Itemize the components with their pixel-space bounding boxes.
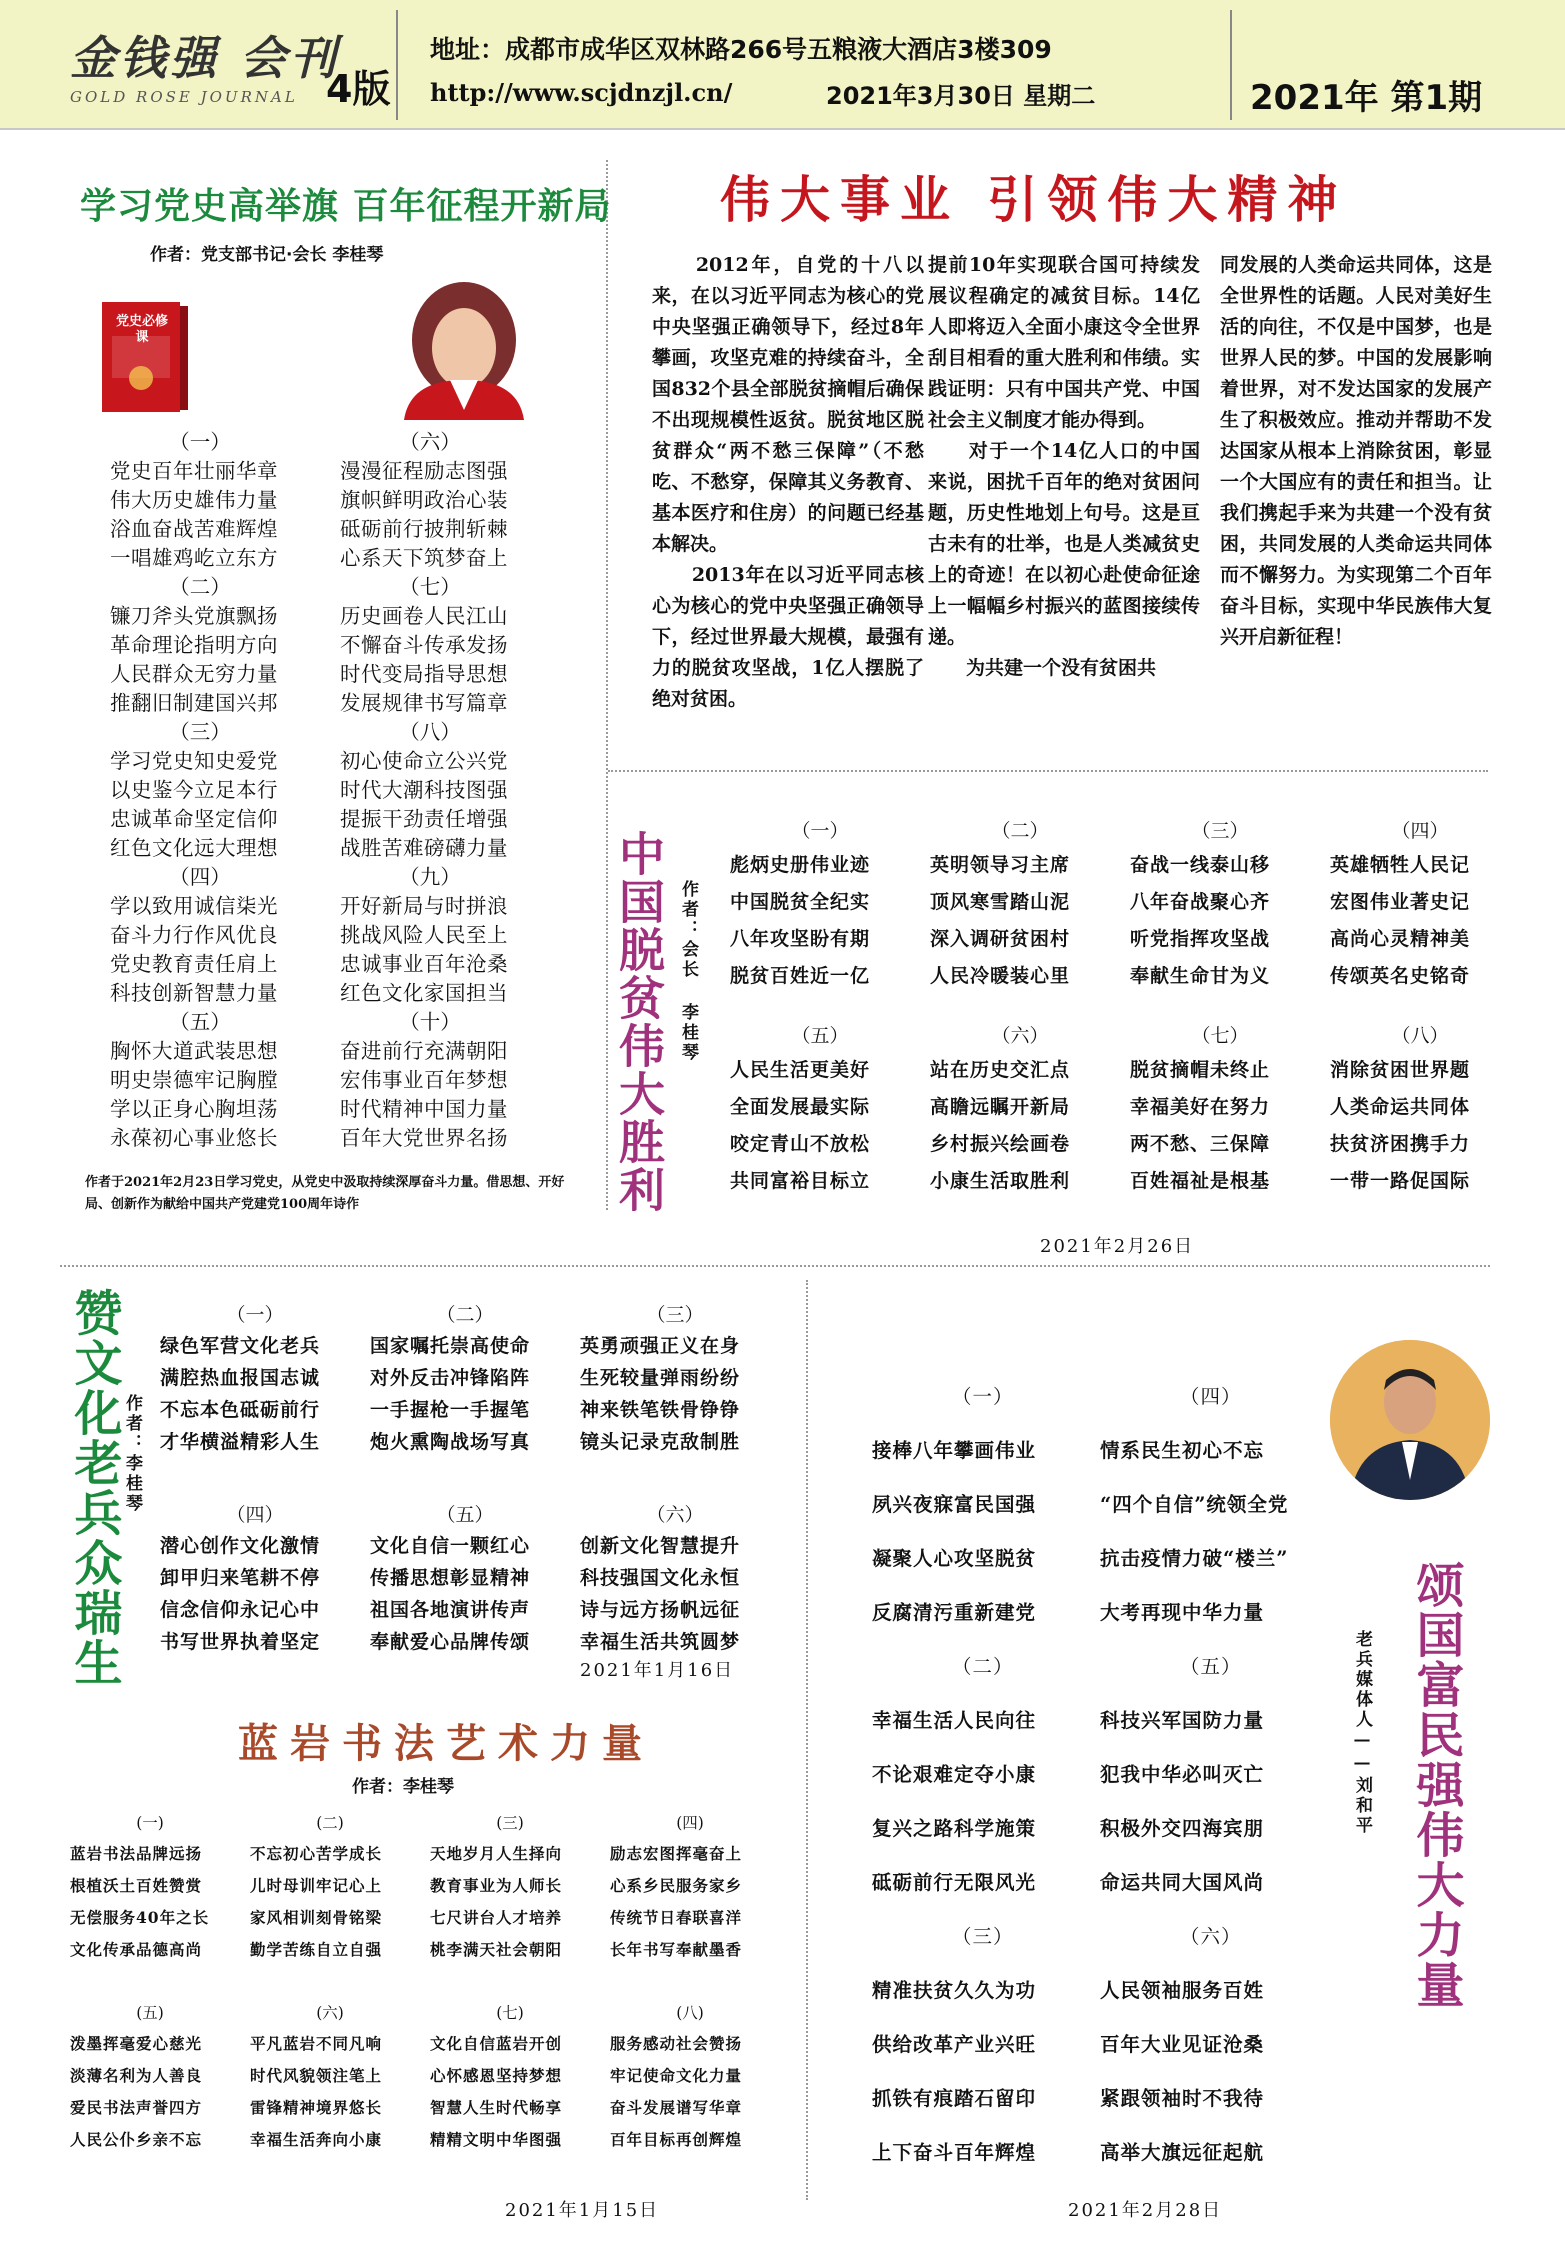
stanza-heading: （一） [169, 430, 231, 454]
stanza-heading: (七) [496, 2004, 524, 2022]
poem-line: 一唱雄鸡屹立东方 [110, 546, 278, 570]
poem-line: 扶贫济困携手力 [1330, 1133, 1471, 1155]
article2-column-3: 同发展的人类命运共同体，这是全世界性的话题。人民对美好生活的向往，不仅是中国梦，也是世界人民的梦。中国的发展影响着世界，对不发达国家的发展产生了积极效应。推动并帮助不发达国家从根本上消除贫困，彰显一个大国应有的责任和担当。让我们携起手来为共建一个没有贫困，共同发展的人类命运共同体而不懈努力。为实现第二个百年奋斗目标，实现中华民族伟大复兴开启新征程！ [1220, 254, 1492, 648]
stanza-heading: （七） [1191, 1025, 1249, 1047]
poem-line: 胸怀大道武装思想 [110, 1039, 278, 1063]
stanza-heading: （一） [952, 1385, 1014, 1408]
poem-line: 凝聚人心攻坚脱贫 [872, 1547, 1037, 1570]
stanza [250, 1998, 430, 2156]
poem-line: 两不愁、三保障 [1130, 1133, 1271, 1155]
header-address: 地址：成都市成华区双林路266号五粮液大酒店3楼309 [430, 35, 1052, 64]
poem-line: 浴血奋战苦难辉煌 [110, 517, 278, 541]
poem-line: 一带一路促国际 [1330, 1170, 1471, 1192]
poem-line: 泼墨挥毫爱心慈光 [70, 2034, 203, 2053]
poem-line: 桃李满天社会朝阳 [430, 1940, 563, 1959]
poem-line: 绿色军营文化老兵 [160, 1335, 321, 1357]
poem-line: 七尺讲台人才培养 [430, 1908, 563, 1927]
poem-line: 长年书写奉献墨香 [610, 1940, 743, 1959]
poem-line: 奋进前行充满朝阳 [340, 1039, 508, 1063]
article3-poem-grid [730, 815, 1540, 1215]
poem-line: 国家嘱托崇高使命 [370, 1335, 531, 1357]
poem-line: 奋斗发展谱写华章 [610, 2098, 743, 2117]
poem-line: 潜心创作文化激情 [160, 1535, 321, 1557]
stanza-heading: （八） [399, 720, 461, 744]
poem-line: 百年大业见证沧桑 [1100, 2033, 1265, 2056]
poem-line: 百年大党世界名扬 [340, 1126, 508, 1150]
stanza [250, 1808, 430, 1966]
poem-line: 高举大旗远征起航 [1100, 2141, 1265, 2164]
article4-byline: 作者：李桂琴 [122, 1394, 142, 1514]
section-divider [60, 1265, 1490, 1267]
poem-line: 供给改革产业兴旺 [872, 2033, 1037, 2056]
poem-line: 学以正身心胸坦荡 [110, 1097, 278, 1121]
poem-line: 砥砺前行披荆斩棘 [340, 517, 508, 541]
article5-date: 2021年1月15日 [505, 2200, 660, 2221]
stanza-heading: (二) [316, 1814, 344, 1832]
stanza-heading: （一） [226, 1304, 284, 1326]
poem-line: 挑战风险人民至上 [340, 923, 508, 947]
poem-line: 百年目标再创辉煌 [610, 2130, 743, 2149]
poem-line: 以史鉴今立足本行 [110, 778, 278, 802]
poem-line: 奋斗力行作风优良 [110, 923, 278, 947]
poem-line: 咬定青山不放松 [730, 1133, 871, 1155]
poem-line: 站在历史交汇点 [930, 1059, 1071, 1081]
poem-line: 大考再现中华力量 [1100, 1601, 1265, 1624]
poem-line: 复兴之路科学施策 [872, 1817, 1037, 1840]
poem-line: 服务感动社会赞扬 [610, 2034, 743, 2053]
article5-byline: 作者：李桂琴 [352, 1777, 454, 1797]
poem-line: 精精文明中华图强 [430, 2130, 563, 2149]
stanza [70, 1808, 250, 1966]
stanza [730, 1020, 930, 1200]
stanza [1330, 1020, 1530, 1200]
poem-line: 人民冷暖装心里 [930, 965, 1071, 987]
stanza-heading: （七） [399, 575, 461, 599]
article3-byline: 作者：会长 李桂琴 [678, 880, 698, 1063]
stanza [930, 1020, 1130, 1200]
poem-line: 八年攻坚盼有期 [730, 928, 871, 950]
article6-date: 2021年2月28日 [1068, 2200, 1223, 2221]
poem-line: 紧跟领袖时不我待 [1100, 2087, 1265, 2110]
journal-logo-subtitle: GOLD ROSE JOURNAL [70, 88, 298, 106]
poem-line: 不懈奋斗传承发扬 [340, 633, 508, 657]
poem-line: 积极外交四海宾朋 [1100, 1817, 1265, 1840]
poem-line: 红色文化家国担当 [340, 981, 508, 1005]
stanza-heading: (三) [496, 1814, 524, 1832]
stanza-heading: （三） [169, 720, 231, 744]
stanza [430, 1808, 610, 1966]
poem-line: 励志宏图挥毫奋上 [610, 1844, 743, 1863]
stanza-heading: （三） [1191, 820, 1249, 842]
poem-line: “四个自信”统领全党 [1100, 1493, 1289, 1516]
poem-line: 人民生活更美好 [730, 1059, 871, 1081]
poem-line: 百姓福祉是根基 [1130, 1170, 1271, 1192]
poem-line: 心系乡民服务家乡 [610, 1876, 743, 1895]
header-divider [396, 10, 398, 120]
stanza-heading: (八) [676, 2004, 704, 2022]
poem-line: 情系民生初心不忘 [1100, 1439, 1265, 1462]
article2-title: 伟大事业 引领伟大精神 [720, 171, 1348, 229]
article5-title: 蓝岩书法艺术力量 [238, 1721, 654, 1767]
poem-line: 高尚心灵精神美 [1330, 928, 1471, 950]
stanza [370, 1500, 580, 1658]
poem-line: 共同富裕目标立 [730, 1170, 871, 1192]
poem-line: 上下奋斗百年辉煌 [872, 2141, 1037, 2164]
poem-line: 淡薄名利为人善良 [70, 2066, 203, 2085]
poem-line: 文化自信蓝岩开创 [430, 2034, 563, 2053]
poem-line: 顶风寒雪踏山泥 [930, 891, 1071, 913]
stanza-heading: (五) [136, 2004, 164, 2022]
poem-line: 反腐清污重新建党 [872, 1601, 1037, 1624]
poem-line: 不忘本色砥砺前行 [160, 1399, 321, 1421]
poem-line: 命运共同大国风尚 [1100, 1871, 1265, 1894]
poem-line: 镜头记录克敌制胜 [580, 1431, 741, 1453]
poem-line: 科技创新智慧力量 [110, 981, 278, 1005]
poem-line: 英勇顽强正义在身 [580, 1335, 741, 1357]
stanza [580, 1300, 790, 1458]
poem-line: 宏图伟业著史记 [1330, 891, 1471, 913]
stanza [370, 1300, 580, 1458]
poem-line: 接棒八年攀画伟业 [872, 1439, 1037, 1462]
poem-line: 传统节日春联喜洋 [610, 1908, 743, 1927]
article6-title: 颂国富民强伟大力量 [1408, 1560, 1464, 2010]
poem-line: 人民群众无穷力量 [110, 662, 278, 686]
poem-line: 提振干劲责任增强 [340, 807, 508, 831]
poem-line: 人民公仆乡亲不忘 [70, 2130, 203, 2149]
poem-line: 时代大潮科技图强 [340, 778, 508, 802]
poem-line: 时代精神中国力量 [340, 1097, 508, 1121]
stanza [1130, 815, 1330, 995]
poem-line: 蓝岩书法品牌远扬 [70, 1844, 203, 1863]
poem-line: 小康生活取胜利 [930, 1170, 1071, 1192]
stanza-heading: （六） [646, 1504, 704, 1526]
poem-line: 心系天下筑梦奋上 [340, 546, 508, 570]
stanza-heading: （十） [399, 1010, 461, 1034]
poem-line: 党史百年壮丽华章 [110, 459, 278, 483]
column-divider [806, 1280, 808, 2200]
poem-line: 八年奋战聚心齐 [1130, 891, 1271, 913]
header-url[interactable]: http://www.scjdnzjl.cn/ [430, 78, 733, 107]
article5-poem-grid [70, 1808, 790, 2188]
poem-line: 祖国各地演讲传声 [370, 1599, 531, 1621]
poem-line: 消除贫困世界题 [1330, 1059, 1471, 1081]
poem-line: 英明领导习主席 [930, 854, 1071, 876]
poem-line: 明史崇德牢记胸膛 [110, 1068, 278, 1092]
poem-line: 文化传承品德高尚 [70, 1940, 203, 1959]
article4-date: 2021年1月16日 [580, 1660, 735, 1681]
stanza-heading: （五） [436, 1504, 494, 1526]
poem-line: 书写世界执着坚定 [160, 1631, 321, 1653]
article6-poem-right [1100, 1370, 1350, 2180]
stanza-heading: （一） [791, 820, 849, 842]
poem-line: 卸甲归来笔耕不停 [160, 1567, 321, 1589]
stanza-heading: （六） [991, 1025, 1049, 1047]
poem-line: 奉献生命甘为义 [1130, 965, 1271, 987]
poem-line: 革命理论指明方向 [110, 633, 278, 657]
poem-line: 神来铁笔铁骨铮铮 [580, 1399, 741, 1421]
poem-line: 平凡蓝岩不同凡响 [250, 2034, 383, 2053]
poem-line: 犯我中华必叫灭亡 [1100, 1763, 1265, 1786]
poem-line: 雷锋精神境界悠长 [250, 2098, 383, 2117]
article4-title: 赞文化老兵众瑞生 [66, 1288, 122, 1688]
poem-line: 历史画卷人民江山 [340, 604, 508, 628]
stanza [1130, 1020, 1330, 1200]
stanza-heading: （九） [399, 865, 461, 889]
stanza [930, 815, 1130, 995]
poem-line: 幸福美好在努力 [1130, 1096, 1271, 1118]
poem-line: 创新文化智慧提升 [580, 1535, 741, 1557]
article1-title: 学习党史高举旗 百年征程开新局 [80, 186, 612, 227]
poem-line: 高瞻远瞩开新局 [930, 1096, 1071, 1118]
poem-line: 时代变局指导思想 [340, 662, 508, 686]
section-divider [608, 770, 1488, 772]
poem-line: 科技强国文化永恒 [580, 1567, 741, 1589]
poem-line: 文化自信一颗红心 [370, 1535, 531, 1557]
article1-byline: 作者：党支部书记·会长 李桂琴 [150, 245, 384, 265]
poem-line: 不论艰难定夺小康 [872, 1763, 1037, 1786]
stanza-heading: (一) [136, 1814, 164, 1832]
poem-line: 忠诚革命坚定信仰 [110, 807, 278, 831]
poem-line: 彪炳史册伟业迹 [730, 854, 871, 876]
poem-line: 精准扶贫久久为功 [872, 1979, 1037, 2002]
stanza-heading: （二） [952, 1655, 1014, 1678]
poem-line: 党史教育责任肩上 [110, 952, 278, 976]
stanza-heading: （五） [1180, 1655, 1242, 1678]
poem-line: 初心使命立公兴党 [340, 749, 508, 773]
stanza-heading: (四) [676, 1814, 704, 1832]
poem-line: 深入调研贫困村 [930, 928, 1071, 950]
poem-line: 抓铁有痕踏石留印 [872, 2087, 1037, 2110]
poem-line: 时代风貌领注笔上 [250, 2066, 383, 2085]
stanza [160, 1300, 370, 1458]
poem-line: 根植沃土百姓赞赏 [70, 1876, 203, 1895]
poem-line: 幸福生活奔向小康 [250, 2130, 383, 2149]
author-portrait [400, 270, 528, 420]
stanza-heading: （二） [169, 575, 231, 599]
stanza-heading: （六） [1180, 1925, 1242, 1948]
poem-line: 学以致用诚信柒光 [110, 894, 278, 918]
poem-line: 炮火熏陶战场写真 [370, 1431, 531, 1453]
poem-line: 奉献爱心品牌传颂 [370, 1631, 531, 1653]
stanza [580, 1500, 790, 1658]
article4-poem-grid [160, 1300, 800, 1660]
edition-number: 4版 [326, 67, 391, 111]
poem-line: 脱贫摘帽未终止 [1130, 1059, 1271, 1081]
poem-line: 奋战一线泰山移 [1130, 854, 1271, 876]
poem-line: 信念信仰永记心中 [160, 1599, 321, 1621]
stanza [610, 1808, 790, 1966]
poem-line: 生死较量弹雨纷纷 [580, 1367, 741, 1389]
poem-line: 学习党史知史爱党 [110, 749, 278, 773]
stanza-heading: （三） [952, 1925, 1014, 1948]
stanza [1330, 815, 1530, 995]
poem-line: 教育事业为人师长 [430, 1876, 563, 1895]
article2-column-2: 提前10年实现联合国可持续发展议程确定的减贫目标。14亿人即将迈入全面小康这令全世界刮目相看的重大胜利和伟绩。实践证明：只有中国共产党、中国社会主义制度才能办得到。 对于一个14亿人口的中国来说，困扰千百年的绝对贫困问题，历史性地划上句号。这是亘古未有的壮举，也是人类减贫史上的奇迹！在以初心赴使命征途上一幅幅乡村振兴的蓝图接续传递。 为共建一个没有贫困共 [928, 254, 1200, 679]
poem-line: 满腔热血报国志诚 [160, 1367, 321, 1389]
poem-line: 儿时母训牢记心上 [250, 1876, 383, 1895]
book-title: 党史必修课 [115, 314, 168, 345]
poem-line: 一手握枪一手握笔 [370, 1399, 531, 1421]
poem-line: 天地岁月人生择向 [430, 1844, 563, 1863]
poem-line: 宏伟事业百年梦想 [340, 1068, 508, 1092]
poem-line: 无偿服务40年之长 [70, 1908, 210, 1927]
poem-line: 抗击疫情力破“楼兰” [1100, 1547, 1289, 1570]
stanza-heading: （四） [169, 865, 231, 889]
author-portrait-2 [1330, 1340, 1490, 1500]
poem-line: 伟大历史雄伟力量 [110, 488, 278, 512]
poem-line: 才华横溢精彩人生 [160, 1431, 321, 1453]
poem-line: 不忘初心苦学成长 [250, 1844, 383, 1863]
poem-line: 推翻旧制建国兴邦 [110, 691, 278, 715]
poem-line: 脱贫百姓近一亿 [730, 965, 871, 987]
poem-line: 开好新局与时拼浪 [340, 894, 508, 918]
poem-line: 永葆初心事业悠长 [110, 1126, 278, 1150]
article1-poem-left [110, 428, 310, 1153]
poem-line: 幸福生活共筑圆梦 [580, 1631, 741, 1653]
poem-line: 乡村振兴绘画卷 [930, 1133, 1071, 1155]
stanza-heading: （三） [646, 1304, 704, 1326]
stanza [610, 1998, 790, 2156]
poem-line: 忠诚事业百年沧桑 [340, 952, 508, 976]
poem-line: 砥砺前行无限风光 [872, 1871, 1037, 1894]
stanza [70, 1998, 250, 2156]
article1-poem-right [340, 428, 540, 1153]
poem-line: 镰刀斧头党旗飘扬 [110, 604, 278, 628]
poem-line: 人类命运共同体 [1330, 1096, 1471, 1118]
journal-logo: 金钱强 会刊 [70, 31, 341, 85]
article3-date: 2021年2月26日 [1040, 1236, 1195, 1257]
poem-line: 传播思想彰显精神 [370, 1567, 531, 1589]
stanza-heading: （五） [791, 1025, 849, 1047]
poem-line: 对外反击冲锋陷阵 [370, 1367, 531, 1389]
poem-line: 科技兴军国防力量 [1100, 1709, 1265, 1732]
poem-line: 牢记使命文化力量 [610, 2066, 743, 2085]
poem-line: 英雄牺牲人民记 [1330, 854, 1471, 876]
stanza-heading: （四） [1391, 820, 1449, 842]
poem-line: 战胜苦难磅礴力量 [340, 836, 508, 860]
stanza-heading: （二） [991, 820, 1049, 842]
poem-line: 夙兴夜寐富民国强 [872, 1493, 1037, 1516]
poem-line: 人民领袖服务百姓 [1100, 1979, 1265, 2002]
header-date: 2021年3月30日 星期二 [826, 82, 1096, 110]
book-cover-image [98, 296, 190, 416]
poem-line: 中国脱贫全纪实 [730, 891, 871, 913]
article6-byline: 老兵媒体人——刘和平 [1352, 1630, 1372, 1836]
poem-line: 漫漫征程励志图强 [340, 459, 508, 483]
stanza-heading: (六) [316, 2004, 344, 2022]
stanza [430, 1998, 610, 2156]
stanza-heading: （二） [436, 1304, 494, 1326]
poem-line: 诗与远方扬帆远征 [580, 1599, 741, 1621]
poem-line: 心怀感恩坚持梦想 [430, 2066, 563, 2085]
article6-poem-left [872, 1370, 1072, 2180]
header-divider-2 [1230, 10, 1232, 120]
stanza-heading: （八） [1391, 1025, 1449, 1047]
poem-line: 红色文化远大理想 [110, 836, 278, 860]
poem-line: 旗帜鲜明政治心装 [340, 488, 508, 512]
article2-column-1: 2012年，自党的十八以来，在以习近平同志为核心的党中央坚强正确领导下，经过8年攀画，攻坚克难的持续奋斗，全国832个县全部脱贫摘帽后确保不出现规模性返贫。脱贫地区脱贫群众“两不愁三保障”（不愁吃、不愁穿，保障其义务教育、基本医疗和住房）的问题已经基本解决。 2013年在以习近平同志核心为核心的党中央坚强正确领导下，经过世界最大规模，最强有力的脱贫攻坚战，1亿人摆脱了绝对贫困。 [652, 254, 924, 710]
poem-line: 家风相训刻骨铭梁 [250, 1908, 383, 1927]
poem-line: 勤学苦练自立自强 [250, 1940, 383, 1959]
article3-title: 中国脱贫伟大胜利 [612, 830, 666, 1214]
poem-line: 智慧人生时代畅享 [430, 2098, 563, 2117]
stanza-heading: （四） [226, 1504, 284, 1526]
stanza-heading: （六） [399, 430, 461, 454]
poem-line: 传颂英名史铭奇 [1330, 965, 1471, 987]
poem-line: 听党指挥攻坚战 [1130, 928, 1271, 950]
stanza-heading: （四） [1180, 1385, 1242, 1408]
issue-number: 2021年 第1期 [1250, 78, 1483, 118]
poem-line: 全面发展最实际 [730, 1096, 871, 1118]
stanza [730, 815, 930, 995]
poem-line: 幸福生活人民向往 [872, 1709, 1037, 1732]
stanza-heading: （五） [169, 1010, 231, 1034]
article1-note: 作者于2021年2月23日学习党史，从党史中汲取持续深厚奋斗力量。借思想、开好局、创新作为献给中国共产党建党100周年诗作 [85, 1175, 565, 1212]
poem-line: 发展规律书写篇章 [340, 691, 508, 715]
stanza [160, 1500, 370, 1658]
poem-line: 爱民书法声誉四方 [70, 2098, 203, 2117]
